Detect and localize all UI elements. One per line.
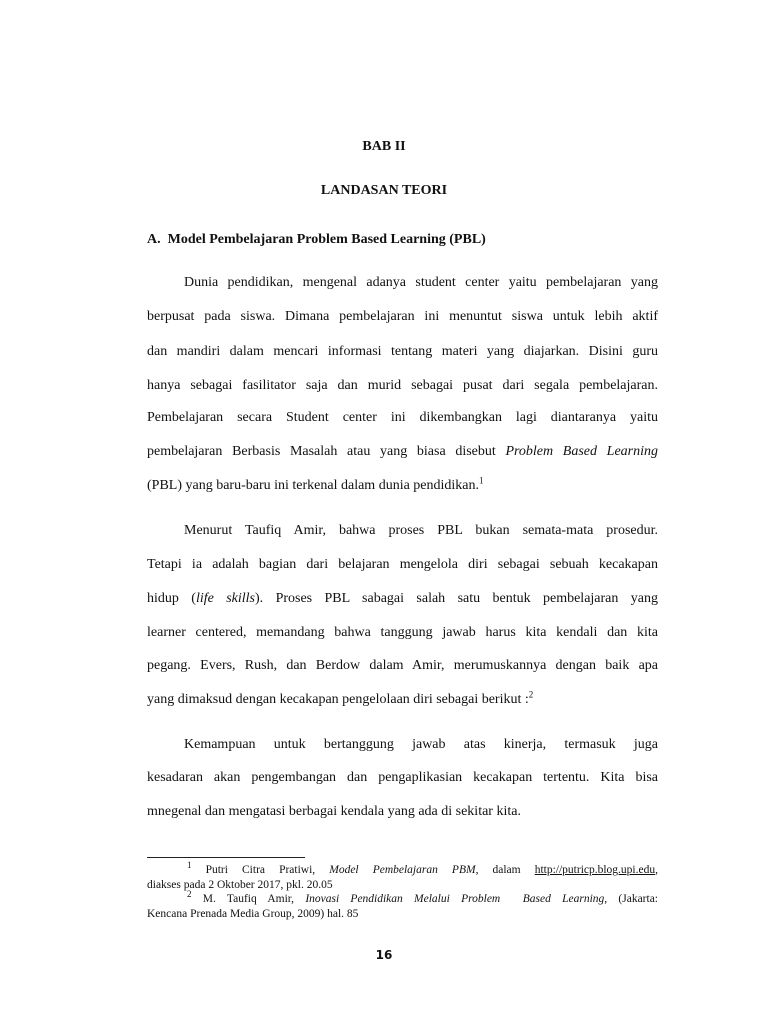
paragraph-line xyxy=(147,689,658,708)
footnote-2-cont: Kencana Prenada Media Group, 2009) hal. 85 xyxy=(147,908,359,920)
footnote-1-cont: diakses pada 2 Oktober 2017, pkl. 20.05 xyxy=(147,879,333,891)
paragraph-line xyxy=(147,444,658,460)
paragraph-line: pegang. Evers, Rush, dan Berdow dalam Amir, merumuskannya dengan baik apa xyxy=(147,658,658,673)
chapter-label: BAB II xyxy=(362,139,406,154)
paragraph-line: Pembelajaran secara Student center ini dikembangkan lagi diantaranya yaitu xyxy=(147,410,658,425)
paragraph-line: Menurut Taufiq Amir, bahwa proses PBL bukan semata-mata prosedur. xyxy=(184,523,658,538)
footnote-ref[interactable]: 1 xyxy=(479,475,484,486)
footnote-text: M. Taufiq Amir, xyxy=(191,893,306,905)
paragraph-line: Kemampuan untuk bertanggung jawab atas kinerja, termasuk juga xyxy=(184,737,658,752)
line-text: hidup ( xyxy=(147,591,196,606)
paragraph-line: dan mandiri dalam mencari informasi tentang materi yang diajarkan. Disini guru xyxy=(147,344,658,359)
footnote-text: Putri Citra Pratiwi, xyxy=(191,864,330,876)
footnote-text: , (Jakarta: xyxy=(604,893,658,905)
italic-term: Problem Based Learning xyxy=(505,444,659,459)
footnote-text: , xyxy=(655,864,658,876)
paragraph-line: hanya sebagai fasilitator saja dan murid sebagai pusat dari segala pembelajaran. xyxy=(147,378,658,393)
page-number: 16 xyxy=(375,948,393,962)
line-text: pembelajaran Berbasis Masalah atau yang biasa disebut xyxy=(147,444,506,459)
italic-term: life skills xyxy=(195,591,256,606)
paragraph-line xyxy=(147,591,658,607)
paragraph-line xyxy=(147,475,658,494)
paragraph-line: Dunia pendidikan, mengenal adanya student center yaitu pembelajaran yang xyxy=(184,275,658,290)
paragraph-line: mnegenal dan mengatasi berbagai kendala yang ada di sekitar kita. xyxy=(147,804,521,819)
chapter-title: LANDASAN TEORI xyxy=(320,183,448,198)
footnote-separator xyxy=(147,857,305,858)
footnote-ref[interactable]: 2 xyxy=(528,689,534,700)
footnote-title: Inovasi Pendidikan Melalui Problem Based Learning xyxy=(305,893,605,905)
section-heading: A. Model Pembelajaran Problem Based Learning (PBL) xyxy=(147,232,486,247)
footnote-link[interactable]: http://putricp.blog.upi.edu xyxy=(534,864,656,876)
footnote-text: , dalam xyxy=(475,864,535,876)
footnote-number: 2 xyxy=(187,889,192,900)
line-text: ). Proses PBL sabagai salah satu bentuk pembelajaran yang xyxy=(255,591,658,606)
footnote-2 xyxy=(187,889,658,905)
paragraph-line: berpusat pada siswa. Dimana pembelajaran ini menuntut siswa untuk lebih aktif xyxy=(147,309,658,324)
line-text: (PBL) yang baru-baru ini terkenal dalam dunia pendidikan. xyxy=(147,478,480,493)
paragraph-line: kesadaran akan pengembangan dan pengaplikasian kecakapan tertentu. Kita bisa xyxy=(147,770,658,785)
footnote-title: Model Pembelajaran PBM xyxy=(329,864,476,876)
paragraph-line: Tetapi ia adalah bagian dari belajaran mengelola diri sebagai sebuah kecakapan xyxy=(147,557,658,572)
footnote-1 xyxy=(187,860,658,876)
paragraph-line: learner centered, memandang bahwa tanggung jawab harus kita kendali dan kita xyxy=(147,625,658,640)
line-text: yang dimaksud dengan kecakapan pengelolaan diri sebagai berikut : xyxy=(147,692,529,707)
footnote-number: 1 xyxy=(187,860,192,871)
